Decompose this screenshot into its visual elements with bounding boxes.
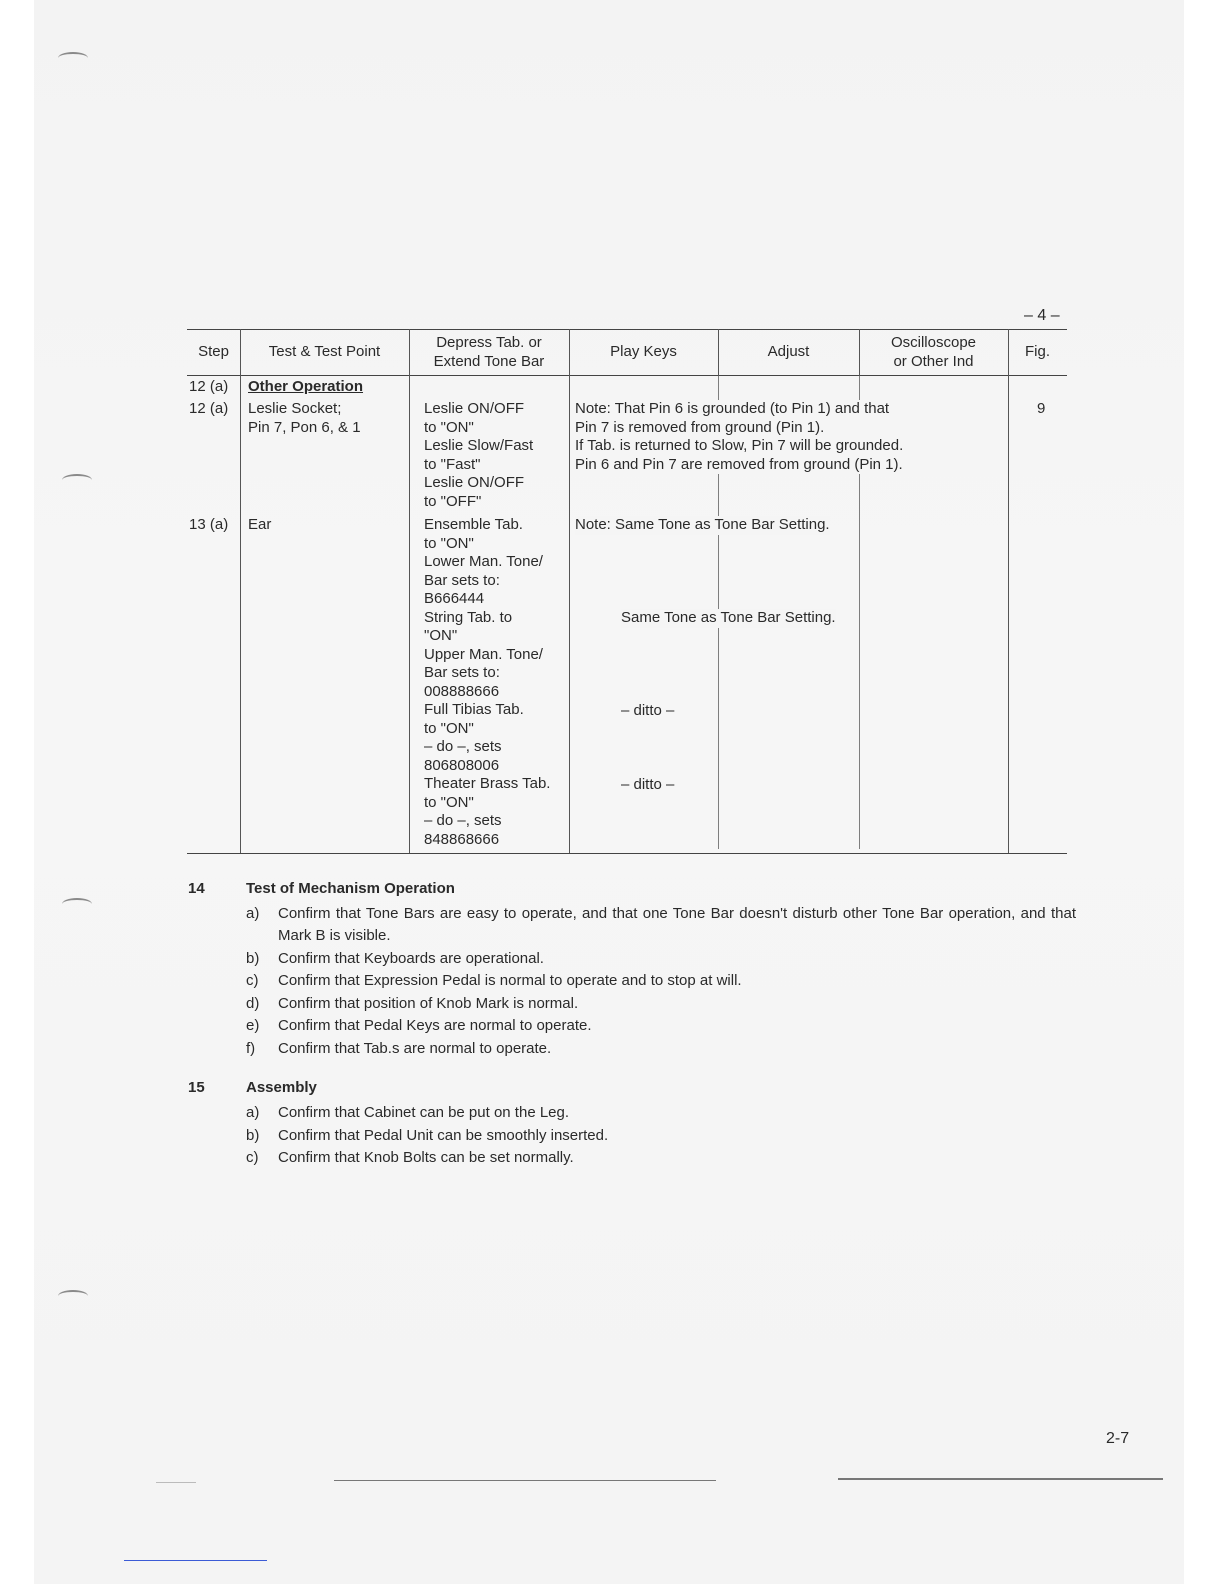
row3-step: 13 (a) — [189, 516, 229, 533]
row2-test: Leslie Socket; Pin 7, Pon 6, & 1 — [248, 400, 361, 436]
row1-test: Other Operation — [248, 378, 364, 395]
list-item: b) Confirm that Pedal Unit can be smoothly inserted. — [246, 1126, 609, 1144]
list-item: a) Confirm that Cabinet can be put on the Leg. — [246, 1104, 570, 1121]
section-number: 14 — [188, 880, 205, 897]
row1-step: 12 (a) — [189, 378, 229, 395]
header-test-point: Test & Test Point — [268, 343, 381, 360]
list-item: f) Confirm that Tab.s are normal to operate. — [246, 1039, 552, 1057]
footer-rule — [156, 1482, 196, 1483]
row3-depress: Ensemble Tab. to "ON" Lower Man. Tone/ Bar sets to: B666444 String Tab. to "ON" Upper Man. Tone/ Bar sets to: 008888666 Full Tibias Tab. to "ON" – do –, sets 806808006 Theater Brass Tab. to "ON" – do –, sets 848868666 — [424, 516, 551, 848]
punch-mark — [58, 1290, 88, 1302]
section-title: Assembly — [246, 1079, 317, 1096]
list-item: b) Confirm that Keyboards are operational. — [246, 949, 544, 967]
row3-note1: Note: Same Tone as Tone Bar Setting. — [575, 516, 830, 533]
row3-note2: Same Tone as Tone Bar Setting. — [621, 609, 836, 626]
header-oscilloscope: Oscilloscope or Other Ind — [890, 334, 977, 370]
section-items — [246, 1102, 1076, 1170]
list-item: e) Confirm that Pedal Keys are normal to operate. — [246, 1017, 592, 1034]
row2-step: 12 (a) — [189, 400, 229, 417]
row2-fig: 9 — [1037, 400, 1046, 417]
section-items — [246, 903, 1076, 1060]
header-fig: Fig. — [1024, 343, 1050, 360]
punch-mark — [58, 52, 88, 64]
header-step: Step — [198, 343, 229, 360]
footer-rule — [334, 1480, 716, 1481]
list-item: c) Confirm that Expression Pedal is normal to operate and to stop at will. — [246, 972, 742, 989]
list-item: d) Confirm that position of Knob Mark is normal. — [246, 994, 579, 1012]
header-play-keys: Play Keys — [610, 343, 677, 360]
footer-rule — [838, 1478, 1163, 1480]
punch-mark — [62, 898, 92, 910]
row3-ditto2: – ditto – — [621, 776, 675, 793]
row3-ditto1: – ditto – — [621, 702, 675, 719]
section-title: Test of Mechanism Operation — [246, 880, 455, 897]
list-item: a) Confirm that Tone Bars are easy to operate, and that one Tone Bar doesn't disturb other Tone Bar operation, and that Mark B is visible. — [246, 905, 1076, 944]
header-depress: Depress Tab. or Extend Tone Bar — [433, 334, 545, 370]
row2-note: Note: That Pin 6 is grounded (to Pin 1) and that Pin 7 is removed from ground (Pin 1). If Tab. is returned to Slow, Pin 7 will be grounded. Pin 6 and Pin 7 are removed from ground (Pin 1). — [575, 400, 904, 473]
footer-link-line — [124, 1560, 267, 1561]
test-table — [187, 329, 1067, 859]
row3-test: Ear — [248, 516, 272, 533]
section-number: 15 — [188, 1079, 205, 1096]
row2-depress: Leslie ON/OFF to "ON" Leslie Slow/Fast to "Fast" Leslie ON/OFF to "OFF" — [424, 400, 534, 510]
header-adjust: Adjust — [767, 343, 810, 360]
page-marker: – 4 – — [1024, 307, 1060, 324]
list-item: c) Confirm that Knob Bolts can be set normally. — [246, 1149, 574, 1166]
footer-page-number: 2-7 — [1106, 1430, 1130, 1447]
punch-mark — [62, 474, 92, 486]
